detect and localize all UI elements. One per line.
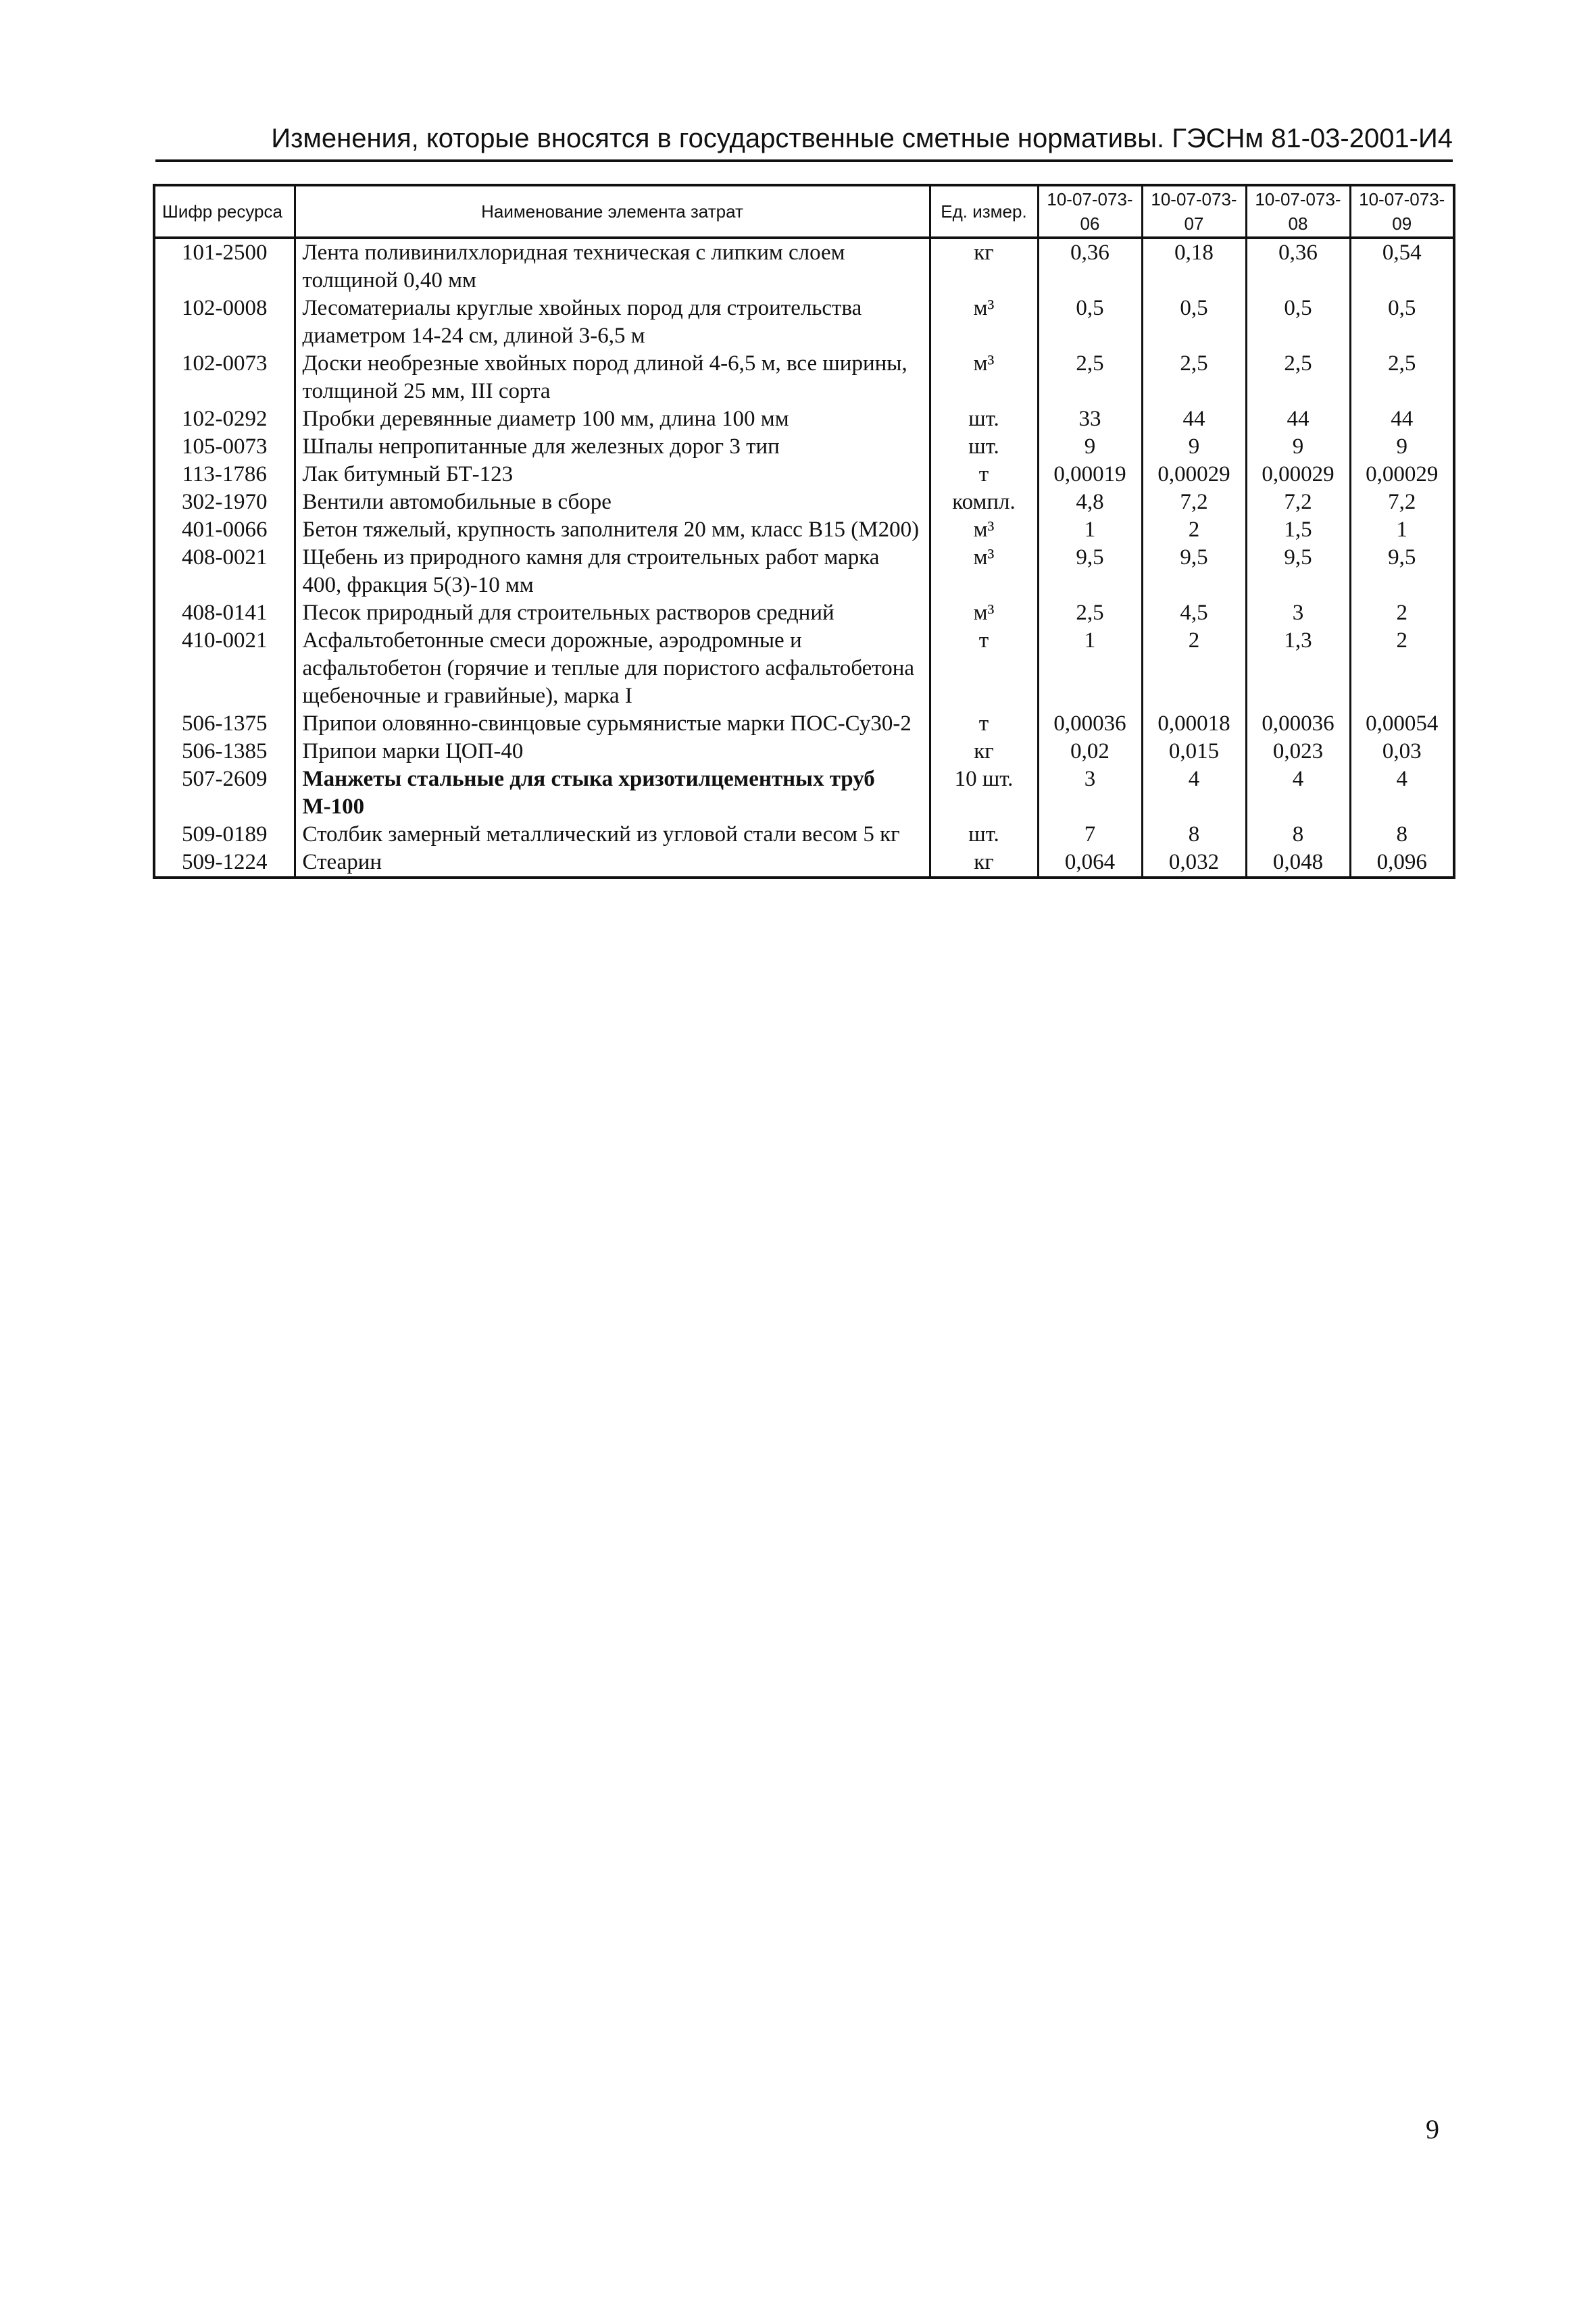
cell-name: Столбик замерный металлический из угловой стали весом 5 кг bbox=[295, 821, 930, 849]
page-header-title: Изменения, которые вносятся в государственные сметные нормативы. ГЭСНм 81-03-2001-И4 bbox=[271, 124, 1453, 153]
table-row bbox=[154, 461, 1454, 488]
cell-code: 101-2500 bbox=[154, 238, 295, 295]
cell-value-c3: 0,36 bbox=[1246, 238, 1350, 295]
cell-unit: м³ bbox=[930, 599, 1038, 627]
table-row bbox=[154, 599, 1454, 627]
cell-name: Щебень из природного камня для строительных работ марка 400, фракция 5(3)-10 мм bbox=[295, 544, 930, 599]
table-row bbox=[154, 295, 1454, 350]
cell-value-c4: 0,00054 bbox=[1350, 710, 1454, 738]
cell-value-c4: 8 bbox=[1350, 821, 1454, 849]
cell-code: 408-0021 bbox=[154, 544, 295, 599]
cell-value-c2: 2,5 bbox=[1142, 350, 1246, 405]
table-row bbox=[154, 738, 1454, 765]
cell-unit: кг bbox=[930, 849, 1038, 878]
cell-value-c1: 2,5 bbox=[1038, 599, 1142, 627]
table-row bbox=[154, 433, 1454, 461]
table-row bbox=[154, 544, 1454, 599]
cell-value-c3: 1,3 bbox=[1246, 627, 1350, 710]
cell-name: Лак битумный БТ-123 bbox=[295, 461, 930, 488]
table-row bbox=[154, 405, 1454, 433]
cell-value-c3: 4 bbox=[1246, 765, 1350, 821]
cell-value-c2: 9,5 bbox=[1142, 544, 1246, 599]
cell-code: 410-0021 bbox=[154, 627, 295, 710]
cell-value-c1: 1 bbox=[1038, 627, 1142, 710]
table-body bbox=[154, 238, 1454, 878]
cell-name: Доски необрезные хвойных пород длиной 4-6,5 м, все ширины, толщиной 25 мм, III сорта bbox=[295, 350, 930, 405]
cell-value-c4: 4 bbox=[1350, 765, 1454, 821]
cell-value-c3: 9,5 bbox=[1246, 544, 1350, 599]
table-row bbox=[154, 488, 1454, 516]
cell-code: 102-0292 bbox=[154, 405, 295, 433]
cell-unit: м³ bbox=[930, 544, 1038, 599]
cell-value-c3: 0,00029 bbox=[1246, 461, 1350, 488]
cell-code: 401-0066 bbox=[154, 516, 295, 544]
cell-value-c1: 0,02 bbox=[1038, 738, 1142, 765]
cell-value-c4: 7,2 bbox=[1350, 488, 1454, 516]
cell-value-c2: 4,5 bbox=[1142, 599, 1246, 627]
column-header-c2: 10-07-073-07 bbox=[1142, 185, 1246, 238]
cell-value-c2: 0,18 bbox=[1142, 238, 1246, 295]
cell-value-c2: 2 bbox=[1142, 627, 1246, 710]
column-header-c3: 10-07-073-08 bbox=[1246, 185, 1350, 238]
cell-name: Припои марки ЦОП-40 bbox=[295, 738, 930, 765]
cell-value-c2: 0,00029 bbox=[1142, 461, 1246, 488]
cell-value-c4: 9 bbox=[1350, 433, 1454, 461]
cell-value-c3: 0,023 bbox=[1246, 738, 1350, 765]
cell-value-c3: 1,5 bbox=[1246, 516, 1350, 544]
cell-value-c1: 4,8 bbox=[1038, 488, 1142, 516]
cell-value-c2: 7,2 bbox=[1142, 488, 1246, 516]
cell-value-c1: 3 bbox=[1038, 765, 1142, 821]
cell-value-c4: 2,5 bbox=[1350, 350, 1454, 405]
page-number: 9 bbox=[1426, 2114, 1439, 2144]
table-row bbox=[154, 821, 1454, 849]
cell-name: Вентили автомобильные в сборе bbox=[295, 488, 930, 516]
cell-value-c2: 44 bbox=[1142, 405, 1246, 433]
cell-value-c3: 9 bbox=[1246, 433, 1350, 461]
cell-name: Пробки деревянные диаметр 100 мм, длина 100 мм bbox=[295, 405, 930, 433]
cell-value-c1: 0,00036 bbox=[1038, 710, 1142, 738]
cell-unit: шт. bbox=[930, 405, 1038, 433]
cell-value-c1: 0,36 bbox=[1038, 238, 1142, 295]
cell-unit: кг bbox=[930, 238, 1038, 295]
cell-value-c2: 0,00018 bbox=[1142, 710, 1246, 738]
cell-code: 102-0073 bbox=[154, 350, 295, 405]
cell-value-c2: 4 bbox=[1142, 765, 1246, 821]
cell-name: Шпалы непропитанные для железных дорог 3 тип bbox=[295, 433, 930, 461]
cell-unit: м³ bbox=[930, 295, 1038, 350]
table-row bbox=[154, 350, 1454, 405]
cell-value-c4: 44 bbox=[1350, 405, 1454, 433]
cell-name: Бетон тяжелый, крупность заполнителя 20 мм, класс В15 (М200) bbox=[295, 516, 930, 544]
cell-unit: 10 шт. bbox=[930, 765, 1038, 821]
cell-value-c1: 2,5 bbox=[1038, 350, 1142, 405]
cell-unit: т bbox=[930, 710, 1038, 738]
cell-value-c2: 0,032 bbox=[1142, 849, 1246, 878]
cell-code: 509-1224 bbox=[154, 849, 295, 878]
cell-code: 302-1970 bbox=[154, 488, 295, 516]
cell-name: Припои оловянно-свинцовые сурьмянистые марки ПОС-Су30-2 bbox=[295, 710, 930, 738]
cell-value-c4: 1 bbox=[1350, 516, 1454, 544]
cell-value-c4: 9,5 bbox=[1350, 544, 1454, 599]
cell-value-c3: 0,5 bbox=[1246, 295, 1350, 350]
cell-name: Песок природный для строительных растворов средний bbox=[295, 599, 930, 627]
header-rule bbox=[155, 159, 1453, 162]
cell-value-c1: 0,5 bbox=[1038, 295, 1142, 350]
column-header-c4: 10-07-073-09 bbox=[1350, 185, 1454, 238]
table-row bbox=[154, 516, 1454, 544]
cell-value-c4: 0,5 bbox=[1350, 295, 1454, 350]
cell-value-c4: 0,00029 bbox=[1350, 461, 1454, 488]
cell-value-c1: 7 bbox=[1038, 821, 1142, 849]
cell-value-c1: 9 bbox=[1038, 433, 1142, 461]
cell-value-c4: 2 bbox=[1350, 599, 1454, 627]
table-row bbox=[154, 238, 1454, 295]
cell-name: Лесоматериалы круглые хвойных пород для строительства диаметром 14-24 см, длиной 3-6,5 м bbox=[295, 295, 930, 350]
cell-value-c1: 9,5 bbox=[1038, 544, 1142, 599]
table-header-row bbox=[154, 185, 1454, 238]
cell-code: 105-0073 bbox=[154, 433, 295, 461]
cell-value-c1: 0,064 bbox=[1038, 849, 1142, 878]
cell-value-c2: 8 bbox=[1142, 821, 1246, 849]
cell-code: 113-1786 bbox=[154, 461, 295, 488]
cell-value-c3: 0,048 bbox=[1246, 849, 1350, 878]
cell-code: 506-1375 bbox=[154, 710, 295, 738]
cell-value-c4: 0,096 bbox=[1350, 849, 1454, 878]
cell-unit: м³ bbox=[930, 516, 1038, 544]
cell-value-c4: 0,54 bbox=[1350, 238, 1454, 295]
cell-code: 509-0189 bbox=[154, 821, 295, 849]
cell-name: Манжеты стальные для стыка хризотилцементных труб М-100 bbox=[295, 765, 930, 821]
cell-unit: т bbox=[930, 627, 1038, 710]
cell-unit: шт. bbox=[930, 821, 1038, 849]
column-header-code: Шифр ресурса bbox=[154, 185, 295, 238]
cell-value-c1: 1 bbox=[1038, 516, 1142, 544]
table-row bbox=[154, 627, 1454, 710]
cell-name: Асфальтобетонные смеси дорожные, аэродромные и асфальтобетон (горячие и теплые для пористого асфальтобетона щебеночные и гравийные), марка I bbox=[295, 627, 930, 710]
cell-unit: компл. bbox=[930, 488, 1038, 516]
cell-name: Лента поливинилхлоридная техническая с липким слоем толщиной 0,40 мм bbox=[295, 238, 930, 295]
cell-value-c3: 0,00036 bbox=[1246, 710, 1350, 738]
column-header-unit: Ед. измер. bbox=[930, 185, 1038, 238]
cell-name: Стеарин bbox=[295, 849, 930, 878]
cell-value-c3: 7,2 bbox=[1246, 488, 1350, 516]
cell-value-c3: 2,5 bbox=[1246, 350, 1350, 405]
cell-value-c3: 8 bbox=[1246, 821, 1350, 849]
cell-unit: кг bbox=[930, 738, 1038, 765]
table-row bbox=[154, 710, 1454, 738]
cell-code: 408-0141 bbox=[154, 599, 295, 627]
cell-unit: шт. bbox=[930, 433, 1038, 461]
column-header-c1: 10-07-073-06 bbox=[1038, 185, 1142, 238]
cell-unit: м³ bbox=[930, 350, 1038, 405]
resource-table bbox=[153, 184, 1455, 879]
table-row bbox=[154, 849, 1454, 878]
cell-value-c2: 9 bbox=[1142, 433, 1246, 461]
cell-unit: т bbox=[930, 461, 1038, 488]
cell-code: 507-2609 bbox=[154, 765, 295, 821]
column-header-name: Наименование элемента затрат bbox=[295, 185, 930, 238]
cell-value-c4: 0,03 bbox=[1350, 738, 1454, 765]
cell-code: 506-1385 bbox=[154, 738, 295, 765]
cell-value-c3: 44 bbox=[1246, 405, 1350, 433]
cell-value-c1: 0,00019 bbox=[1038, 461, 1142, 488]
cell-value-c1: 33 bbox=[1038, 405, 1142, 433]
cell-value-c3: 3 bbox=[1246, 599, 1350, 627]
table-row bbox=[154, 765, 1454, 821]
cell-value-c2: 2 bbox=[1142, 516, 1246, 544]
cell-code: 102-0008 bbox=[154, 295, 295, 350]
cell-value-c4: 2 bbox=[1350, 627, 1454, 710]
cell-value-c2: 0,015 bbox=[1142, 738, 1246, 765]
cell-value-c2: 0,5 bbox=[1142, 295, 1246, 350]
